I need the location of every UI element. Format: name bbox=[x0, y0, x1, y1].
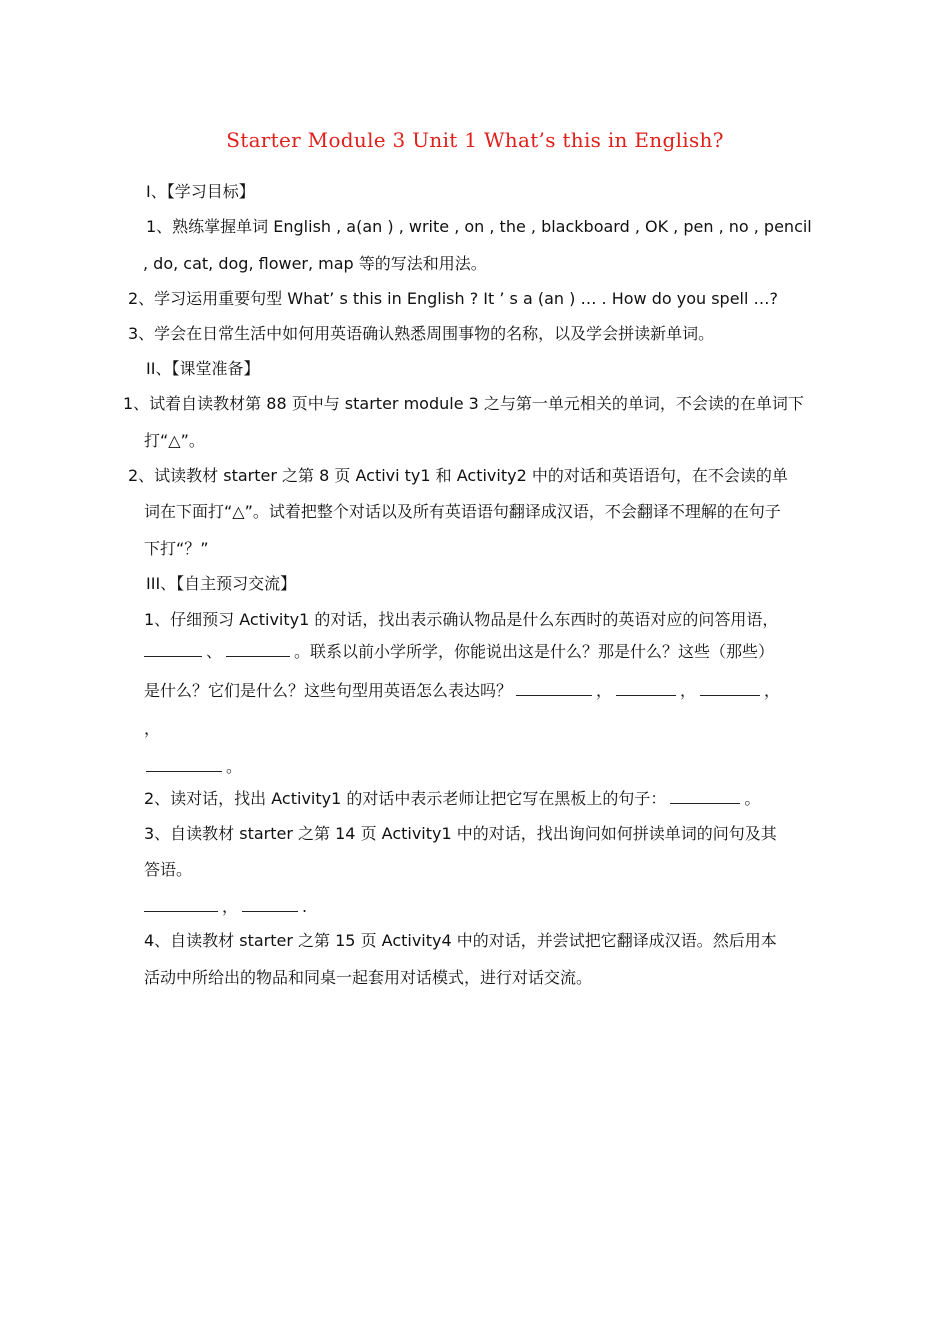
objective-1-line1: 1、熟练掌握单词 English , a(an ) , write , on , the , blackboard , OK , pen , no , pencil bbox=[146, 217, 812, 236]
answer-blank[interactable] bbox=[226, 642, 290, 657]
exchange-1-line5: 。 bbox=[146, 756, 242, 778]
exchange-1-line4: ， bbox=[144, 719, 161, 738]
prep-2-line2: 词在下面打“△”。试着把整个对话以及所有英语语句翻译成汉语，不会翻译不理解的在句子 bbox=[144, 502, 781, 521]
exchange-3-line3: ， . bbox=[144, 896, 307, 918]
exchange-3-line1: 3、自读教材 starter 之第 14 页 Activity1 中的对话，找出询问如何拼读单词的问句及其 bbox=[144, 824, 777, 843]
prep-2-line3: 下打“？” bbox=[144, 539, 209, 558]
answer-blank[interactable] bbox=[670, 789, 740, 804]
exchange-2: 2、读对话，找出 Activity1 的对话中表示老师让把它写在黑板上的句子： 。 bbox=[144, 789, 761, 808]
exchange-3-line2: 答语。 bbox=[144, 860, 193, 879]
prep-1-line2: 打“△”。 bbox=[144, 431, 205, 450]
objective-1-line2: , do, cat, dog, flower, map 等的写法和用法。 bbox=[143, 254, 487, 273]
exchange-1-line1: 1、仔细预习 Activity1 的对话，找出表示确认物品是什么东西时的英语对应的问答用语， bbox=[144, 610, 779, 629]
objective-3: 3、学会在日常生活中如何用英语确认熟悉周围事物的名称，以及学会拼读新单词。 bbox=[128, 324, 715, 343]
exchange-1-line2: 、 。联系以前小学所学，你能说出这是什么？那是什么？这些（那些） bbox=[144, 641, 774, 663]
answer-blank[interactable] bbox=[616, 681, 676, 696]
answer-blank[interactable] bbox=[700, 681, 760, 696]
exchange-4-line1: 4、自读教材 starter 之第 15 页 Activity4 中的对话，并尝试把它翻译成汉语。然后用本 bbox=[144, 931, 777, 950]
answer-blank[interactable] bbox=[146, 757, 222, 772]
prep-1-line1: 1、试着自读教材第 88 页中与 starter module 3 之与第一单元相关的单词，不会读的在单词下 bbox=[123, 394, 804, 413]
section-heading: III、【自主预习交流】 bbox=[146, 574, 297, 593]
objective-2: 2、学习运用重要句型 What’ s this in English ? It ’ s a (an ) … . How do you spell …? bbox=[128, 289, 779, 308]
section-heading: I、【学习目标】 bbox=[146, 182, 255, 201]
section-heading: II、【课堂准备】 bbox=[146, 359, 260, 378]
answer-blank[interactable] bbox=[144, 897, 218, 912]
prep-2-line1: 2、试读教材 starter 之第 8 页 Activi ty1 和 Activity2 中的对话和英语语句，在不会读的单 bbox=[128, 466, 788, 485]
exchange-4-line2: 活动中所给出的物品和同桌一起套用对话模式，进行对话交流。 bbox=[144, 968, 593, 987]
answer-blank[interactable] bbox=[516, 681, 592, 696]
answer-blank[interactable] bbox=[242, 897, 298, 912]
exchange-1-line3: 是什么？它们是什么？这些句型用英语怎么表达吗？ ， ， ， bbox=[144, 681, 781, 700]
answer-blank[interactable] bbox=[144, 642, 202, 657]
document-title: Starter Module 3 Unit 1 What’s this in English? bbox=[226, 128, 724, 152]
